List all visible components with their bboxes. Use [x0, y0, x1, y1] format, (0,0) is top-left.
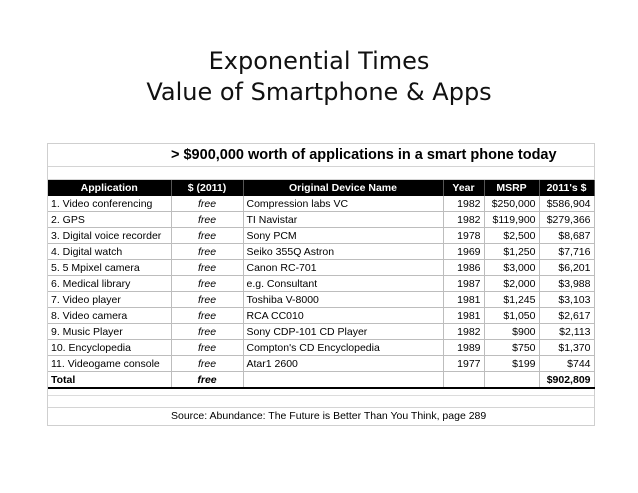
total-cell-price-2011: free: [171, 372, 243, 389]
cell-price-2011: free: [171, 340, 243, 356]
header-year: Year: [443, 180, 484, 196]
cell-msrp: $2,000: [484, 276, 539, 292]
cell-2011-dollars: $1,370: [539, 340, 594, 356]
total-cell-device-name: [243, 372, 443, 389]
cell-2011-dollars: $3,103: [539, 292, 594, 308]
cell-device-name: Sony CDP-101 CD Player: [243, 324, 443, 340]
spreadsheet-image: [47, 143, 595, 426]
table-row: [48, 212, 594, 228]
cell-year: 1981: [443, 308, 484, 324]
sheet-headline: > $900,000 worth of applications in a smart phone today: [48, 144, 594, 167]
total-cell-msrp: [484, 372, 539, 389]
table-row: [48, 340, 594, 356]
cell-device-name: Atar1 2600: [243, 356, 443, 372]
cell-year: 1969: [443, 244, 484, 260]
cell-device-name: Seiko 355Q Astron: [243, 244, 443, 260]
cell-year: 1986: [443, 260, 484, 276]
cell-2011-dollars: $2,113: [539, 324, 594, 340]
cell-msrp: $199: [484, 356, 539, 372]
cell-price-2011: free: [171, 244, 243, 260]
cell-2011-dollars: $6,201: [539, 260, 594, 276]
sheet-spacer-row: [48, 167, 594, 180]
table-row: [48, 324, 594, 340]
cell-msrp: $900: [484, 324, 539, 340]
cell-price-2011: free: [171, 308, 243, 324]
cell-year: 1982: [443, 196, 484, 212]
header-price-2011: $ (2011): [171, 180, 243, 196]
table-total-row: [48, 372, 594, 389]
table-header-row: [48, 180, 594, 196]
header-application: Application: [48, 180, 171, 196]
table-row: [48, 276, 594, 292]
cell-2011-dollars: $2,617: [539, 308, 594, 324]
cell-application: 10. Encyclopedia: [48, 340, 171, 356]
cell-application: 9. Music Player: [48, 324, 171, 340]
cell-msrp: $1,250: [484, 244, 539, 260]
cell-year: 1982: [443, 212, 484, 228]
header-original-device: Original Device Name: [243, 180, 443, 196]
cell-device-name: Compton's CD Encyclopedia: [243, 340, 443, 356]
cell-price-2011: free: [171, 212, 243, 228]
cell-2011-dollars: $8,687: [539, 228, 594, 244]
cell-msrp: $1,050: [484, 308, 539, 324]
table-row: [48, 196, 594, 212]
cell-application: 7. Video player: [48, 292, 171, 308]
header-2011-dollars: 2011's $: [539, 180, 594, 196]
table-row: [48, 308, 594, 324]
cell-device-name: Compression labs VC: [243, 196, 443, 212]
sheet-source: Source: Abundance: The Future is Better Than You Think, page 289: [48, 408, 594, 425]
cell-2011-dollars: $744: [539, 356, 594, 372]
cell-year: 1987: [443, 276, 484, 292]
slide-title-line2: Value of Smartphone & Apps: [146, 78, 492, 106]
total-cell-application: Total: [48, 372, 171, 389]
cell-device-name: RCA CC010: [243, 308, 443, 324]
sheet-blank-row: [48, 389, 594, 408]
cell-2011-dollars: $586,904: [539, 196, 594, 212]
cell-price-2011: free: [171, 260, 243, 276]
cell-price-2011: free: [171, 276, 243, 292]
cell-2011-dollars: $3,988: [539, 276, 594, 292]
cell-price-2011: free: [171, 228, 243, 244]
cell-2011-dollars: $279,366: [539, 212, 594, 228]
table-row: [48, 356, 594, 372]
cell-price-2011: free: [171, 196, 243, 212]
cell-msrp: $2,500: [484, 228, 539, 244]
cell-year: 1989: [443, 340, 484, 356]
cell-msrp: $1,245: [484, 292, 539, 308]
cell-price-2011: free: [171, 292, 243, 308]
cell-msrp: $3,000: [484, 260, 539, 276]
table-row: [48, 292, 594, 308]
cell-device-name: Canon RC-701: [243, 260, 443, 276]
table-row: [48, 244, 594, 260]
cell-device-name: Toshiba V-8000: [243, 292, 443, 308]
cell-application: 5. 5 Mpixel camera: [48, 260, 171, 276]
total-cell-year: [443, 372, 484, 389]
header-msrp: MSRP: [484, 180, 539, 196]
cell-device-name: Sony PCM: [243, 228, 443, 244]
cell-price-2011: free: [171, 324, 243, 340]
cell-application: 8. Video camera: [48, 308, 171, 324]
cell-application: 6. Medical library: [48, 276, 171, 292]
slide-title: [0, 46, 638, 108]
table-row: [48, 260, 594, 276]
cell-year: 1982: [443, 324, 484, 340]
table-row: [48, 228, 594, 244]
slide-title-line1: Exponential Times: [208, 47, 430, 75]
cell-year: 1977: [443, 356, 484, 372]
applications-table: [48, 180, 595, 389]
total-cell-2011-dollars: $902,809: [539, 372, 594, 389]
cell-price-2011: free: [171, 356, 243, 372]
cell-year: 1981: [443, 292, 484, 308]
cell-application: 2. GPS: [48, 212, 171, 228]
cell-application: 1. Video conferencing: [48, 196, 171, 212]
cell-2011-dollars: $7,716: [539, 244, 594, 260]
cell-device-name: TI Navistar: [243, 212, 443, 228]
cell-msrp: $119,900: [484, 212, 539, 228]
cell-application: 4. Digital watch: [48, 244, 171, 260]
cell-application: 3. Digital voice recorder: [48, 228, 171, 244]
cell-device-name: e.g. Consultant: [243, 276, 443, 292]
cell-year: 1978: [443, 228, 484, 244]
cell-msrp: $750: [484, 340, 539, 356]
cell-application: 11. Videogame console: [48, 356, 171, 372]
cell-msrp: $250,000: [484, 196, 539, 212]
